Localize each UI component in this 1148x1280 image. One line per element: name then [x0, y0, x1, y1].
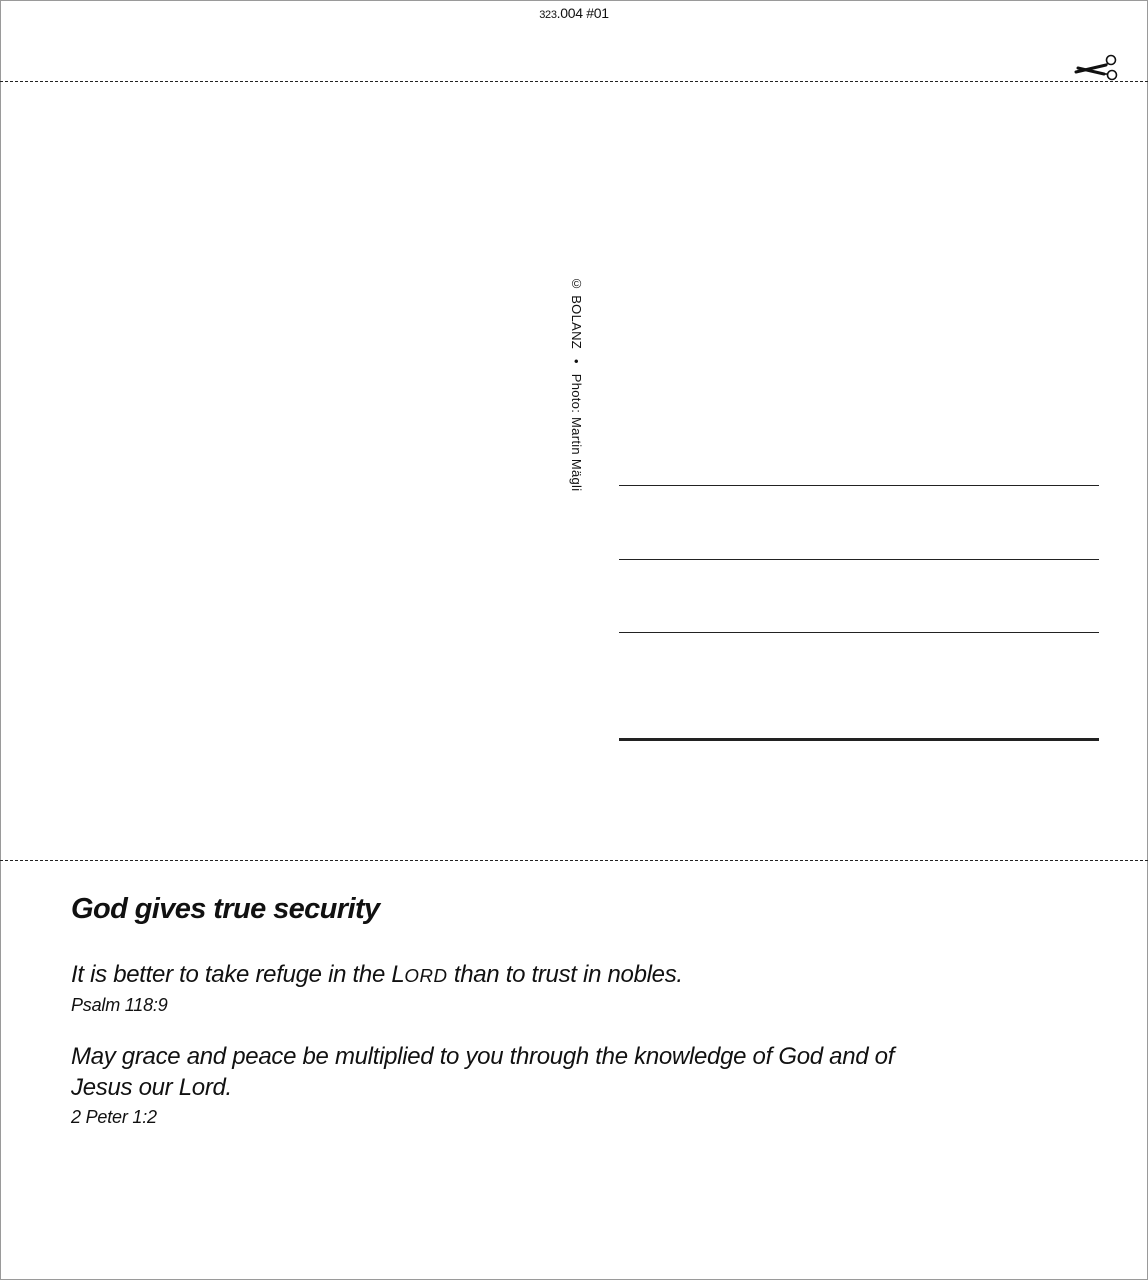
- verse-peter-line2: Jesus our Lord.: [71, 1074, 232, 1101]
- verse-peter-reference: 2 Peter 1:2: [71, 1107, 157, 1127]
- copyright-text: © BOLANZ: [569, 276, 584, 350]
- verse-psalm-lord: ORD: [404, 965, 448, 986]
- print-code-suffix: .004 #01: [556, 5, 609, 21]
- credit-separator: •: [569, 358, 584, 364]
- card-heading: God gives true security: [71, 893, 380, 925]
- address-line-4: [619, 738, 1099, 741]
- verse-psalm-part1: It is better to take refuge in the L: [71, 961, 405, 988]
- address-line-3: [619, 632, 1099, 633]
- verse-psalm: [71, 959, 971, 991]
- print-code-prefix: 323: [539, 9, 557, 21]
- verse-psalm-reference: Psalm 118:9: [71, 995, 168, 1015]
- verse-peter-line1: May grace and peace be multiplied to you through the knowledge of God and of: [71, 1043, 895, 1070]
- scissors-icon: [1074, 52, 1120, 82]
- address-line-2: [619, 559, 1099, 560]
- cut-line-top: [0, 81, 1148, 82]
- photo-credit: [569, 276, 584, 491]
- verse-peter: [71, 1041, 971, 1103]
- print-code: [0, 5, 1148, 21]
- photo-credit-text: Photo: Martin Mägli: [569, 373, 584, 492]
- address-line-1: [619, 485, 1099, 486]
- verse-psalm-part2: than to trust in nobles.: [447, 961, 683, 988]
- cut-line-middle: [0, 860, 1148, 861]
